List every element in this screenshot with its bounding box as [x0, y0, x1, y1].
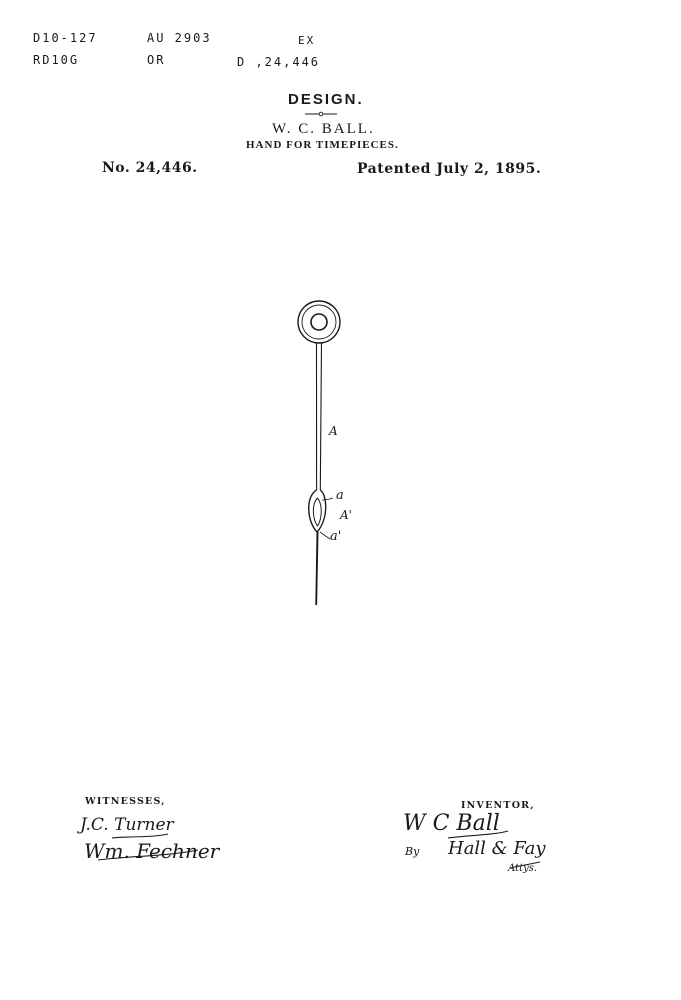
patent-subject: HAND FOR TIMEPIECES.: [246, 139, 399, 151]
header-code-4: OR: [147, 53, 166, 67]
watch-hand-figure: [298, 301, 340, 605]
hand-tail: [316, 532, 318, 605]
hand-center-hole: [311, 314, 327, 330]
hand-upper-shaft: [317, 343, 322, 490]
inventor-signature: W C Ball: [403, 811, 500, 836]
hand-loop-inner: [313, 498, 321, 526]
label-a-prime: a': [330, 529, 342, 544]
witness-signature-2: Wm. Fechner: [84, 839, 220, 863]
header-code-3: AU 2903: [147, 31, 212, 45]
leader-a-top: [322, 498, 333, 500]
witness-signature-1: J.C. Turner: [80, 815, 174, 835]
attys-text: Attys.: [508, 863, 538, 874]
inventor-label: INVENTOR,: [461, 800, 535, 811]
label-a: a: [336, 488, 344, 503]
hand-inner-ring: [302, 305, 336, 339]
patent-number: No. 24,446.: [102, 160, 198, 176]
header-code-2: RD10G: [33, 53, 80, 67]
title-ornament: [305, 112, 337, 116]
header-code-5: EX: [298, 34, 316, 47]
label-A: A: [329, 424, 338, 438]
inventor-name: W. C. BALL.: [272, 121, 375, 137]
witnesses-label: WITNESSES,: [85, 796, 166, 807]
label-A-prime: A': [340, 508, 352, 522]
design-heading: DESIGN.: [288, 91, 364, 108]
leader-a-prime: [320, 532, 330, 539]
header-code-6: D ,24,446: [237, 55, 321, 69]
by-text: By: [405, 845, 420, 858]
header-code-1: D10-127: [33, 31, 98, 45]
attorneys-signature: Hall & Fay: [448, 838, 546, 859]
patent-date: Patented July 2, 1895.: [357, 161, 542, 177]
hand-outer-ring: [298, 301, 340, 343]
